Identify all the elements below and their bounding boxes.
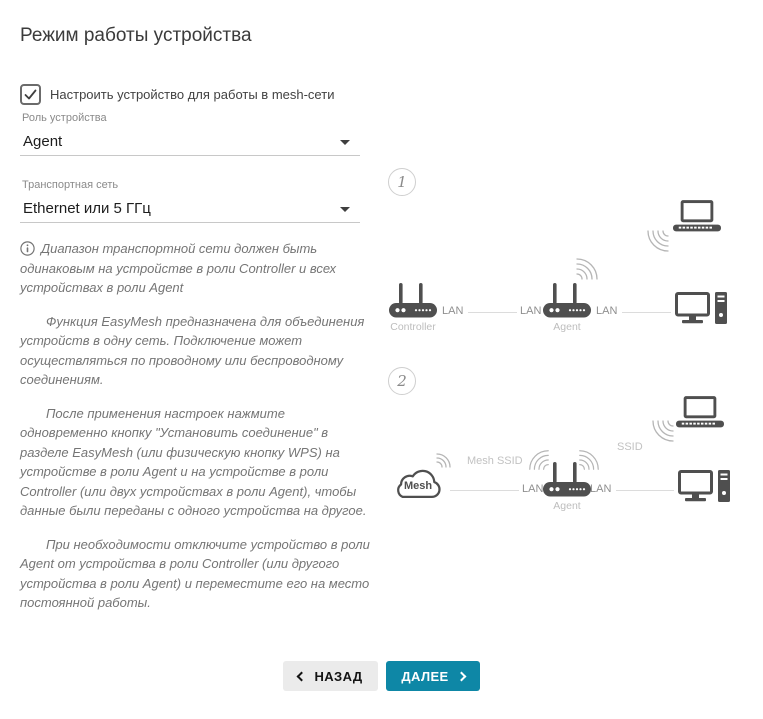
step-2-badge (388, 367, 416, 395)
wifi-waves-icon (527, 448, 551, 472)
controller-router-icon (389, 282, 437, 318)
next-button[interactable] (386, 661, 480, 691)
mesh-cloud-label: Mesh (403, 480, 433, 492)
controller-device-label: Controller (390, 321, 436, 333)
transport-select-label: Транспортная сеть (22, 179, 119, 191)
transport-select-value: Ethernet или 5 ГГц (23, 200, 151, 217)
wifi-waves-icon (574, 256, 600, 282)
lan-port-label: LAN (520, 305, 542, 317)
page-title: Режим работы устройства (20, 25, 252, 46)
agent-device-label: Agent (553, 500, 581, 512)
desktop-computer-icon (675, 292, 727, 326)
agent-router-icon (543, 282, 591, 318)
lan-port-label: LAN (442, 305, 464, 317)
lan-port-label: LAN (522, 483, 544, 495)
mesh-enable-label: Настроить устройство для работы в mesh-сети (50, 87, 335, 102)
transport-band-note-text: Диапазон транспортной сети должен быть одинаковым на устройстве в роли Controller и всех устройствах в роли Agent (20, 241, 337, 295)
wps-instruction-note: После применения настроек нажмите одновременно кнопку "Установить соединение" в разделе EasyMesh (или физическую кнопку WPS) на устройстве в роли Agent и на устройстве в роли Controller (или двух устройствах в роли Agent), чтобы данные были переданы с одного устройства на другое. (20, 405, 367, 518)
wifi-waves-icon (650, 418, 676, 444)
step-1-badge (388, 168, 416, 196)
role-select-label: Роль устройства (22, 112, 107, 124)
wired-connection-line (616, 490, 674, 491)
lan-port-label: LAN (590, 483, 612, 495)
ssid-label: SSID (617, 441, 643, 453)
laptop-icon (676, 396, 724, 429)
desktop-computer-icon (678, 470, 730, 504)
relocation-note: При необходимости отключите устройство в роли Agent от устройства в роли Controller (или другого устройства в роли Agent) и переместите его на место постоянной работы. (20, 536, 370, 610)
lan-port-label: LAN (596, 305, 618, 317)
mesh-ssid-label: Mesh SSID (467, 455, 523, 467)
back-button[interactable] (283, 661, 378, 691)
next-button-label: ДАЛЕЕ (401, 668, 449, 684)
chevron-right-icon (456, 671, 466, 681)
wired-connection-line (468, 312, 517, 313)
step-1-number: 1 (397, 173, 407, 191)
wifi-waves-icon (577, 448, 601, 472)
laptop-icon (673, 200, 721, 233)
mesh-connection-line (450, 490, 519, 491)
back-button-label: НАЗАД (314, 668, 363, 684)
agent-device-label: Agent (553, 321, 581, 333)
easymesh-description-note: Функция EasyMesh предназначена для объединения устройств в одну сеть. Подключение может осуществляться по проводному или беспроводному соединениям. (20, 313, 365, 387)
wired-connection-line (622, 312, 671, 313)
role-select-value: Agent (23, 133, 63, 150)
chevron-left-icon (297, 671, 307, 681)
wifi-waves-icon (645, 228, 671, 254)
wifi-waves-icon (435, 449, 455, 469)
step-2-number: 2 (397, 372, 407, 390)
